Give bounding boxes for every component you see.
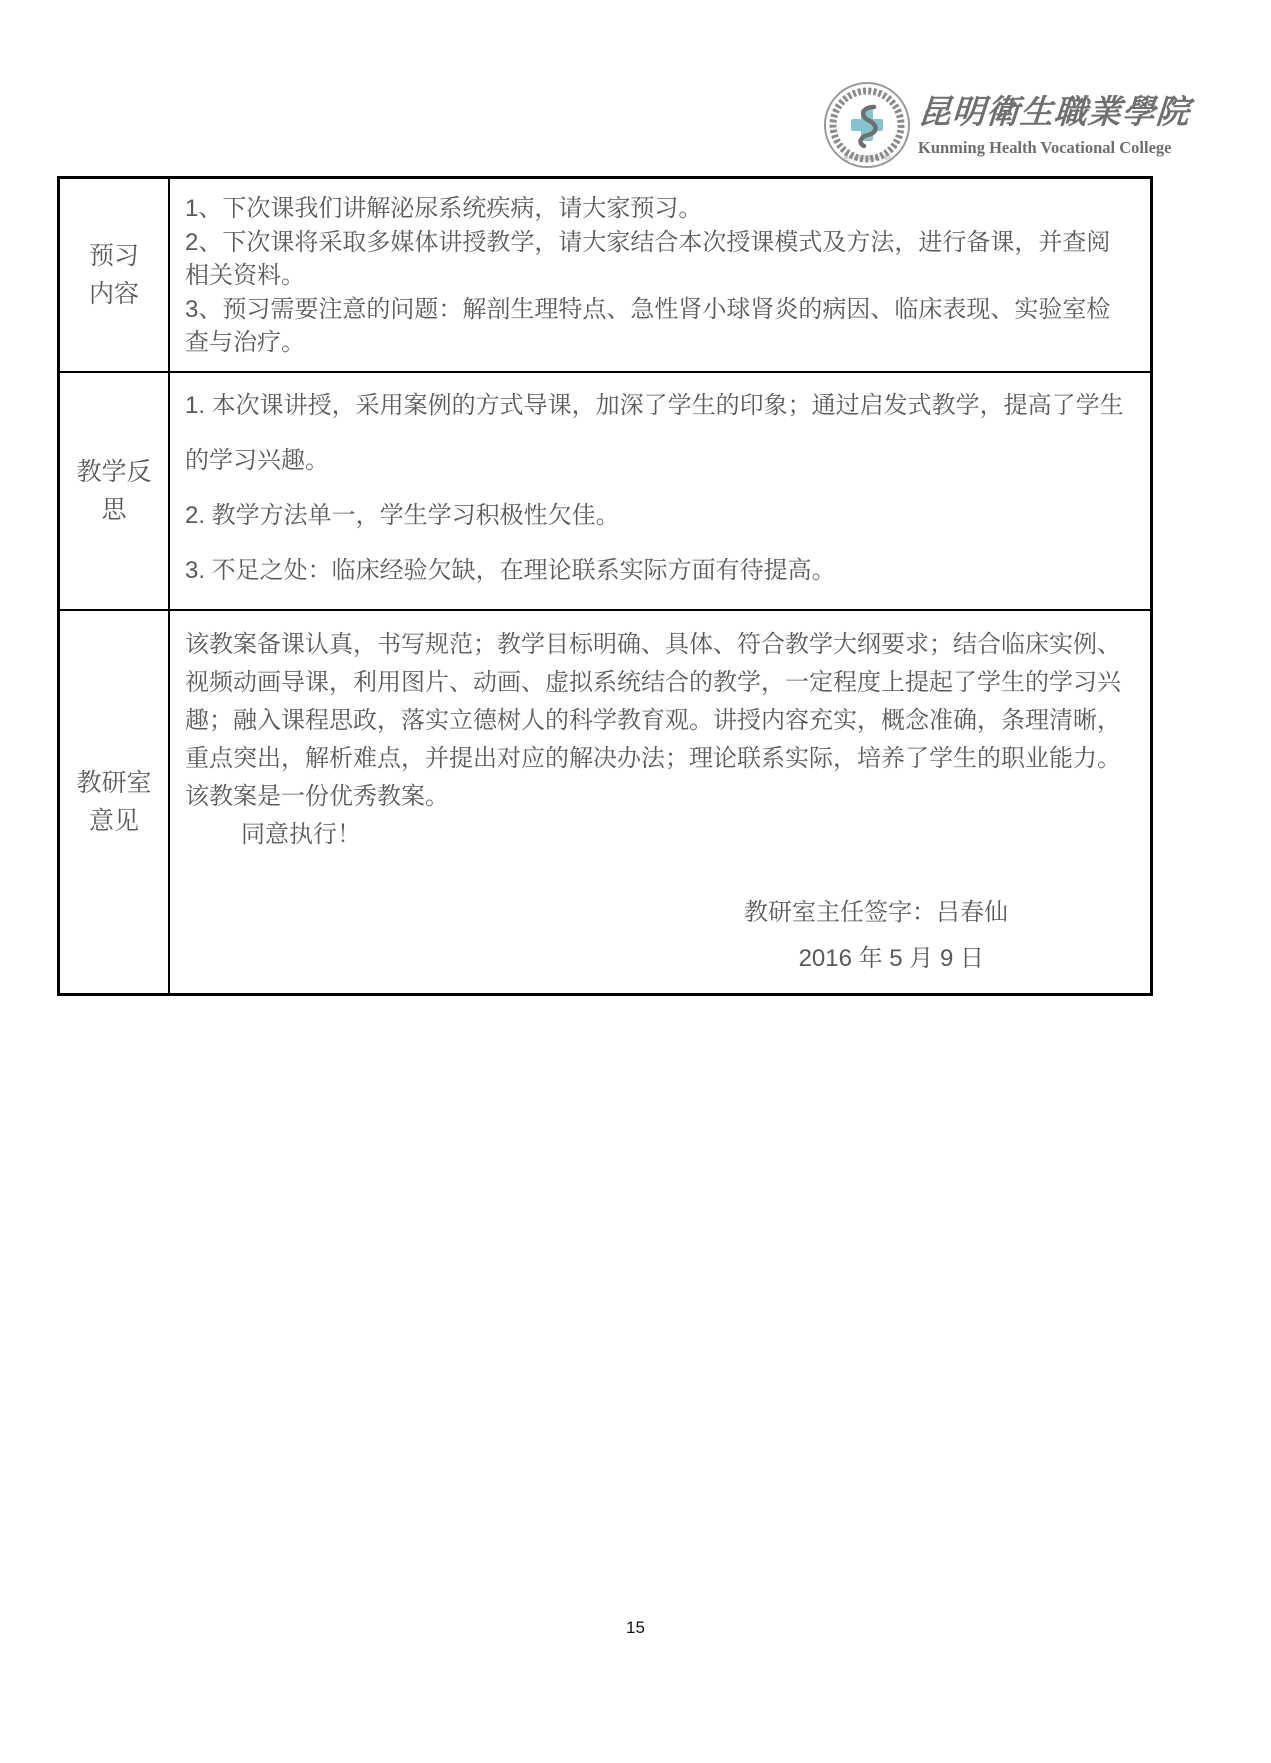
reflection-item: 1. 本次课讲授，采用案例的方式导课，加深了学生的印象；通过启发式教学，提高了学生的学习兴趣。	[185, 392, 1124, 474]
lesson-plan-table	[57, 176, 1153, 996]
row-label-line: 教学反	[76, 458, 152, 486]
office-opinion-cell	[170, 611, 1150, 993]
seal-svg	[822, 80, 912, 170]
row-label-teaching-reflection	[60, 373, 170, 611]
signature-block	[185, 894, 1132, 978]
preview-item: 3、预习需要注意的问题：解剖生理特点、急性肾小球肾炎的病因、临床表现、实验室检查与治疗。	[185, 295, 1111, 356]
college-seal-icon	[822, 80, 912, 170]
date-line: 2016 年 5 月 9 日	[798, 945, 984, 972]
row-label-line: 思	[101, 496, 127, 524]
page-number: 15	[626, 1618, 645, 1637]
approval-line: 同意执行！	[241, 821, 361, 848]
opinion-paragraph: 该教案备课认真，书写规范；教学目标明确、具体、符合教学大纲要求；结合临床实例、视频动画导课，利用图片、动画、虚拟系统结合的教学，一定程度上提起了学生的学习兴趣；融入课程思政，落实立德树人的科学教育观。讲授内容充实，概念准确，条理清晰，重点突出，解析难点，并提出对应的解决办法；理论联系实际，培养了学生的职业能力。该教案是一份优秀教案。	[185, 631, 1121, 810]
preview-content-cell	[170, 179, 1150, 373]
reflection-item: 2. 教学方法单一，学生学习积极性欠佳。	[185, 502, 620, 529]
teaching-reflection-cell	[170, 373, 1150, 611]
row-label-office-opinion	[60, 611, 170, 993]
signature-line: 教研室主任签字：吕春仙	[744, 899, 1008, 926]
seal-bottom-text: 昆明卫生职业学院	[842, 156, 892, 162]
preview-item: 2、下次课将采取多媒体讲授教学，请大家结合本次授课模式及方法，进行备课，并查阅相关资料。	[185, 228, 1111, 289]
row-label-line: 预习	[88, 242, 139, 270]
row-label-preview-content	[60, 179, 170, 373]
row-label-line: 教研室	[76, 769, 152, 797]
row-label-line: 意见	[88, 807, 139, 835]
preview-item: 1、下次课我们讲解泌尿系统疾病，请大家预习。	[185, 195, 703, 222]
reflection-item: 3. 不足之处：临床经验欠缺，在理论联系实际方面有待提高。	[185, 557, 836, 584]
college-name-zh: 昆明衛生職業學院	[916, 92, 1192, 131]
college-name-en: Kunming Health Vocational College	[918, 138, 1172, 157]
row-label-line: 内容	[88, 280, 139, 308]
